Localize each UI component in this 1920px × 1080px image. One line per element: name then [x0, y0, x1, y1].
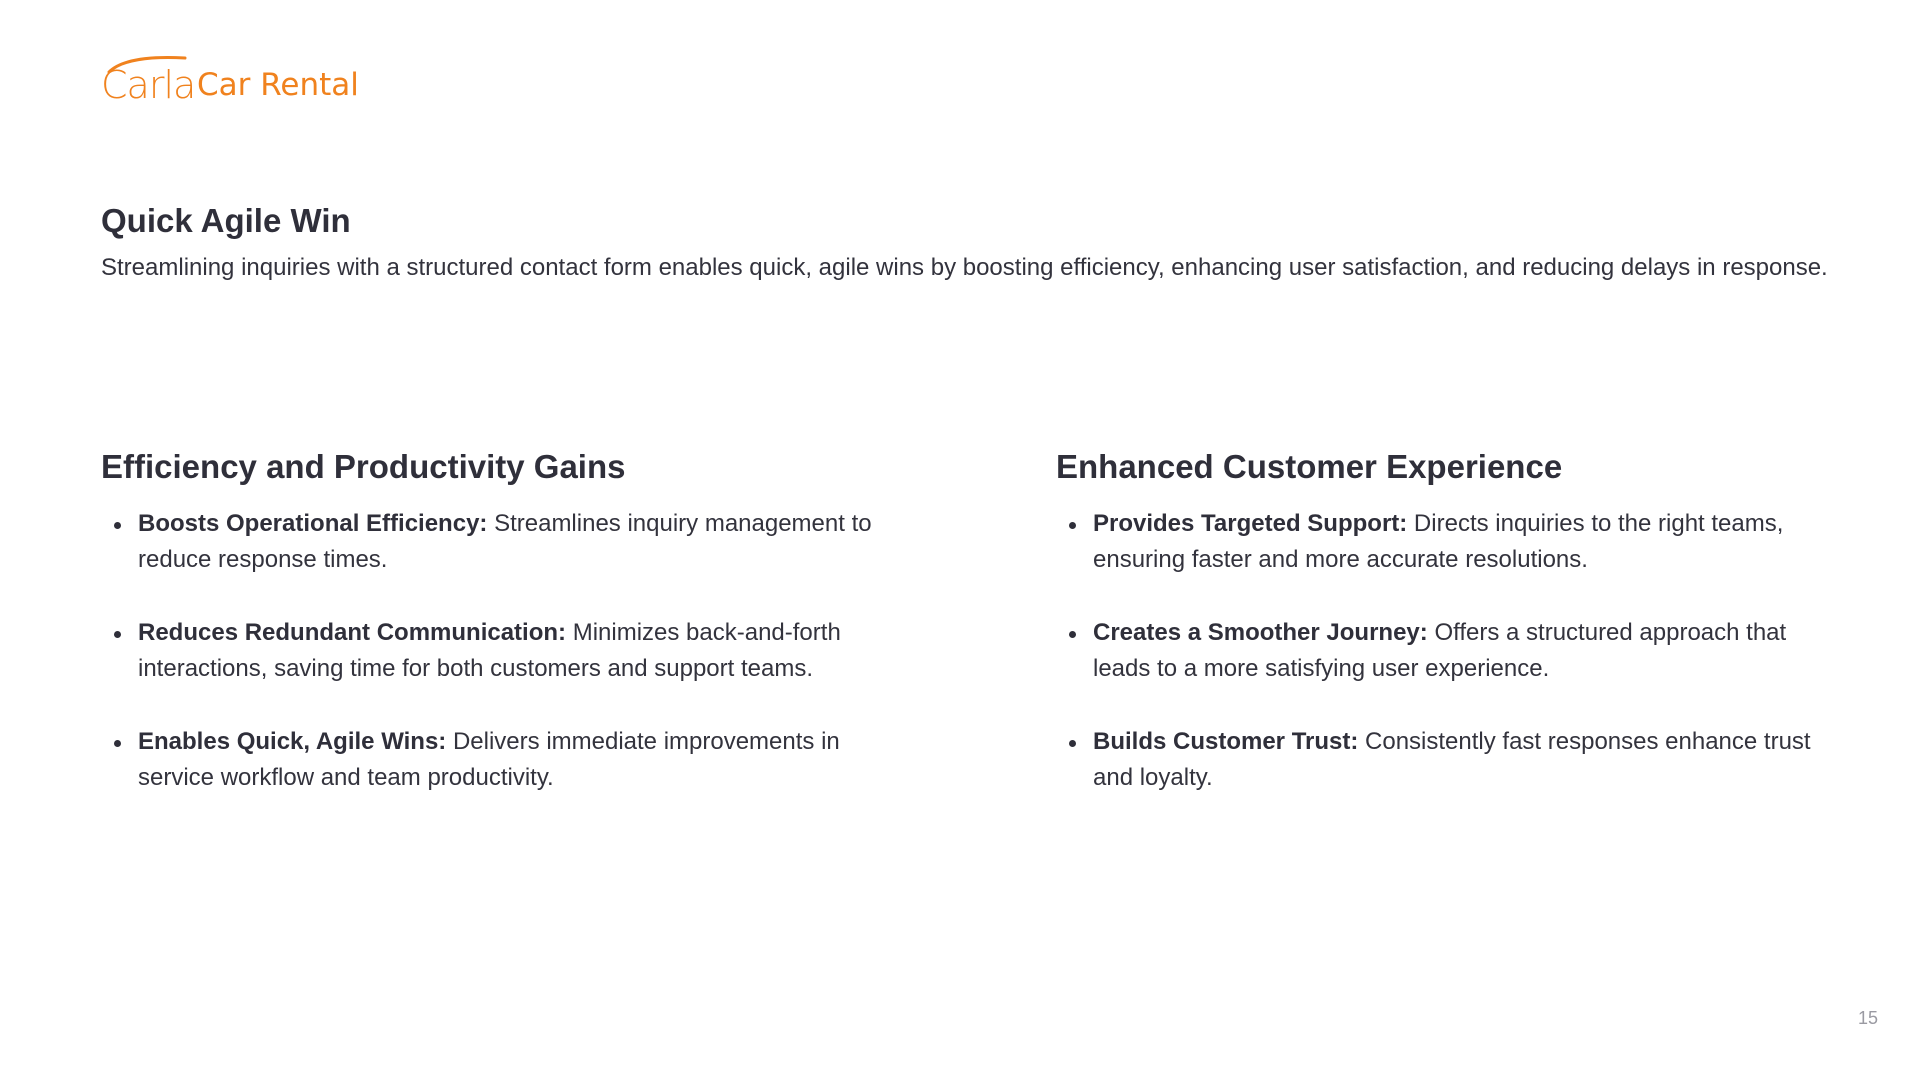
bullet-icon	[114, 631, 121, 638]
bullet-heading: Boosts Operational Efficiency:	[138, 510, 488, 537]
bullet-heading: Enables Quick, Agile Wins:	[138, 728, 447, 755]
column-title-customer-experience: Enhanced Customer Experience	[1056, 448, 1563, 485]
bullet-icon	[1069, 522, 1076, 529]
list-item	[1056, 506, 1836, 578]
page-title: Quick Agile Win	[101, 202, 351, 239]
list-item	[101, 506, 881, 578]
intro-section	[101, 200, 1831, 286]
bullet-text: Delivers immediate improvements in service workflow and team productivity.	[138, 728, 840, 791]
bullet-text: Minimizes back-and-forth interactions, saving time for both customers and support teams.	[138, 619, 841, 682]
bullet-heading: Builds Customer Trust:	[1093, 728, 1359, 755]
list-item	[101, 615, 881, 687]
carla-logo	[101, 54, 196, 107]
bullet-icon	[114, 740, 121, 747]
customer-experience-column	[1056, 446, 1836, 833]
list-item	[1056, 615, 1836, 687]
bullet-text: Streamlines inquiry management to reduce response times.	[138, 510, 872, 573]
bullet-heading: Creates a Smoother Journey:	[1093, 619, 1428, 646]
efficiency-bullet-list	[101, 506, 881, 796]
logo-wordmark: Carla	[101, 63, 196, 107]
column-title-efficiency: Efficiency and Productivity Gains	[101, 448, 626, 485]
bullet-icon	[114, 522, 121, 529]
brand-name: Car Rental	[197, 67, 359, 103]
bullet-icon	[1069, 740, 1076, 747]
bullet-heading: Reduces Redundant Communication:	[138, 619, 567, 646]
bullet-icon	[1069, 631, 1076, 638]
bullet-text: Consistently fast responses enhance trust and loyalty.	[1093, 728, 1811, 791]
intro-paragraph: Streamlining inquiries with a structured contact form enables quick, agile wins by boosting efficiency, enhancing user satisfaction, and reducing delays in response.	[101, 254, 1828, 281]
page-number: 15	[1857, 1008, 1878, 1028]
list-item	[1056, 724, 1836, 796]
bullet-text: Directs inquiries to the right teams, ensuring faster and more accurate resolutions.	[1093, 510, 1784, 573]
efficiency-column	[101, 446, 881, 833]
brand-header	[101, 52, 359, 107]
bullet-heading: Provides Targeted Support:	[1093, 510, 1408, 537]
customer-experience-bullet-list	[1056, 506, 1836, 796]
list-item	[101, 724, 881, 796]
bullet-text: Offers a structured approach that leads to a more satisfying user experience.	[1093, 619, 1787, 682]
